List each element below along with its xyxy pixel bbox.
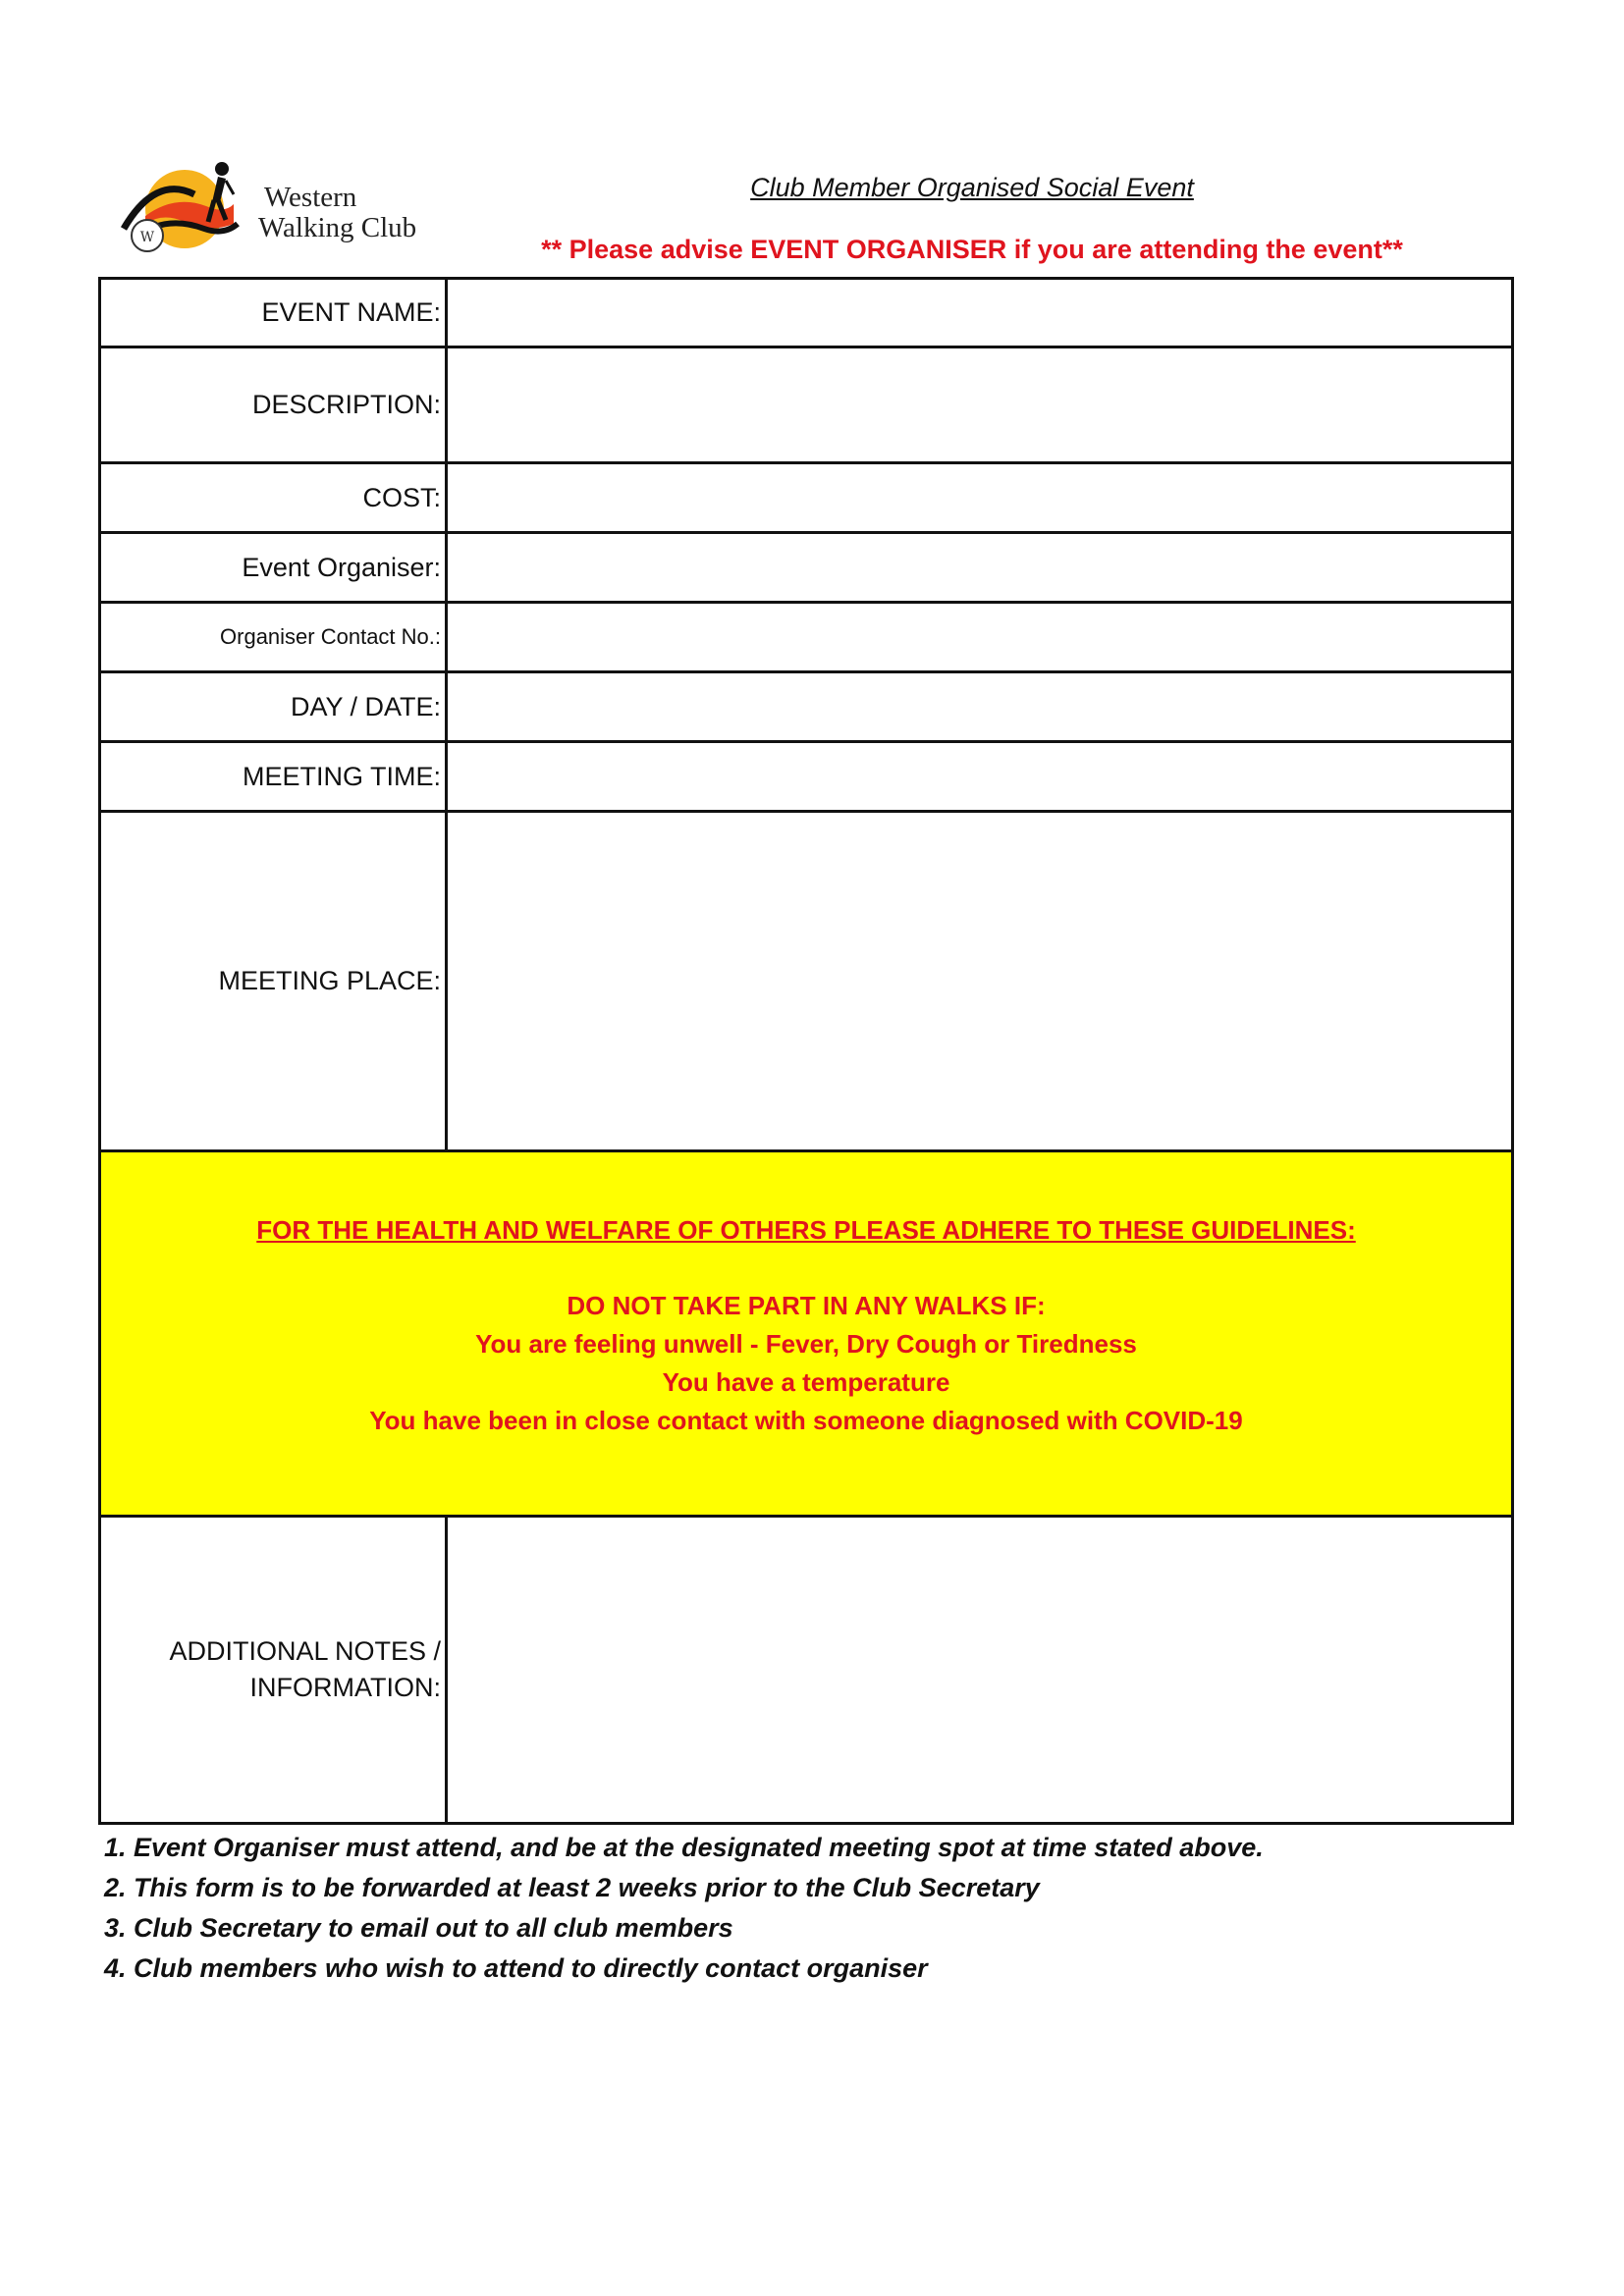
notes-label-line-2: INFORMATION:: [249, 1673, 441, 1702]
footer-item: 1. Event Organiser must attend, and be at the designated meeting spot at time stated above.: [104, 1833, 1264, 1862]
notice-subheading: DO NOT TAKE PART IN ANY WALKS IF:: [567, 1291, 1046, 1320]
notice-line: You have been in close contact with someone diagnosed with COVID-19: [369, 1406, 1243, 1435]
row-organiser: [100, 533, 1513, 603]
svg-text:W: W: [139, 230, 155, 245]
contact-label: Organiser Contact No.:: [100, 603, 447, 672]
footer-item: 2. This form is to be forwarded at least 2 weeks prior to the Club Secretary: [104, 1873, 1040, 1902]
notes-field[interactable]: [447, 1517, 1513, 1824]
event-name-label: EVENT NAME:: [100, 279, 447, 347]
notes-label: [100, 1517, 447, 1824]
logo-wordmark: [258, 183, 416, 243]
logo-line-2: Walking Club: [258, 212, 417, 243]
date-field[interactable]: [447, 672, 1513, 742]
attendance-advice: ** Please advise EVENT ORGANISER if you are attending the event**: [541, 235, 1403, 264]
row-time: [100, 742, 1513, 812]
row-notice: [100, 1151, 1513, 1517]
place-field[interactable]: [447, 812, 1513, 1151]
time-label: MEETING TIME:: [100, 742, 447, 812]
cost-field[interactable]: [447, 463, 1513, 533]
notice-line: You are feeling unwell - Fever, Dry Cough or Tiredness: [475, 1329, 1137, 1359]
club-logo: [116, 155, 450, 263]
organiser-field[interactable]: [447, 533, 1513, 603]
footer-item: 3. Club Secretary to email out to all club members: [104, 1913, 733, 1943]
description-field[interactable]: [447, 347, 1513, 463]
contact-field[interactable]: [447, 603, 1513, 672]
time-field[interactable]: [447, 742, 1513, 812]
row-cost: [100, 463, 1513, 533]
footer-instructions: [104, 1828, 1498, 1989]
footer-item: 4. Club members who wish to attend to directly contact organiser: [104, 1953, 928, 1983]
row-notes: [100, 1517, 1513, 1824]
row-date: [100, 672, 1513, 742]
cost-label: COST:: [100, 463, 447, 533]
row-event-name: [100, 279, 1513, 347]
notes-label-line-1: ADDITIONAL NOTES /: [169, 1636, 441, 1666]
notice-line: You have a temperature: [662, 1367, 950, 1397]
row-place: [100, 812, 1513, 1151]
row-description: [100, 347, 1513, 463]
notice-heading: FOR THE HEALTH AND WELFARE OF OTHERS PLEASE ADHERE TO THESE GUIDELINES:: [256, 1215, 1356, 1245]
date-label: DAY / DATE:: [100, 672, 447, 742]
event-name-field[interactable]: [447, 279, 1513, 347]
hiker-logo-icon: [116, 155, 263, 263]
health-notice: [100, 1151, 1513, 1517]
logo-line-1: Western: [264, 182, 357, 213]
place-label: MEETING PLACE:: [100, 812, 447, 1151]
description-label: DESCRIPTION:: [100, 347, 447, 463]
form-title: Club Member Organised Social Event: [750, 173, 1194, 202]
event-form-table: [98, 277, 1514, 1825]
organiser-label: Event Organiser:: [100, 533, 447, 603]
row-contact: [100, 603, 1513, 672]
